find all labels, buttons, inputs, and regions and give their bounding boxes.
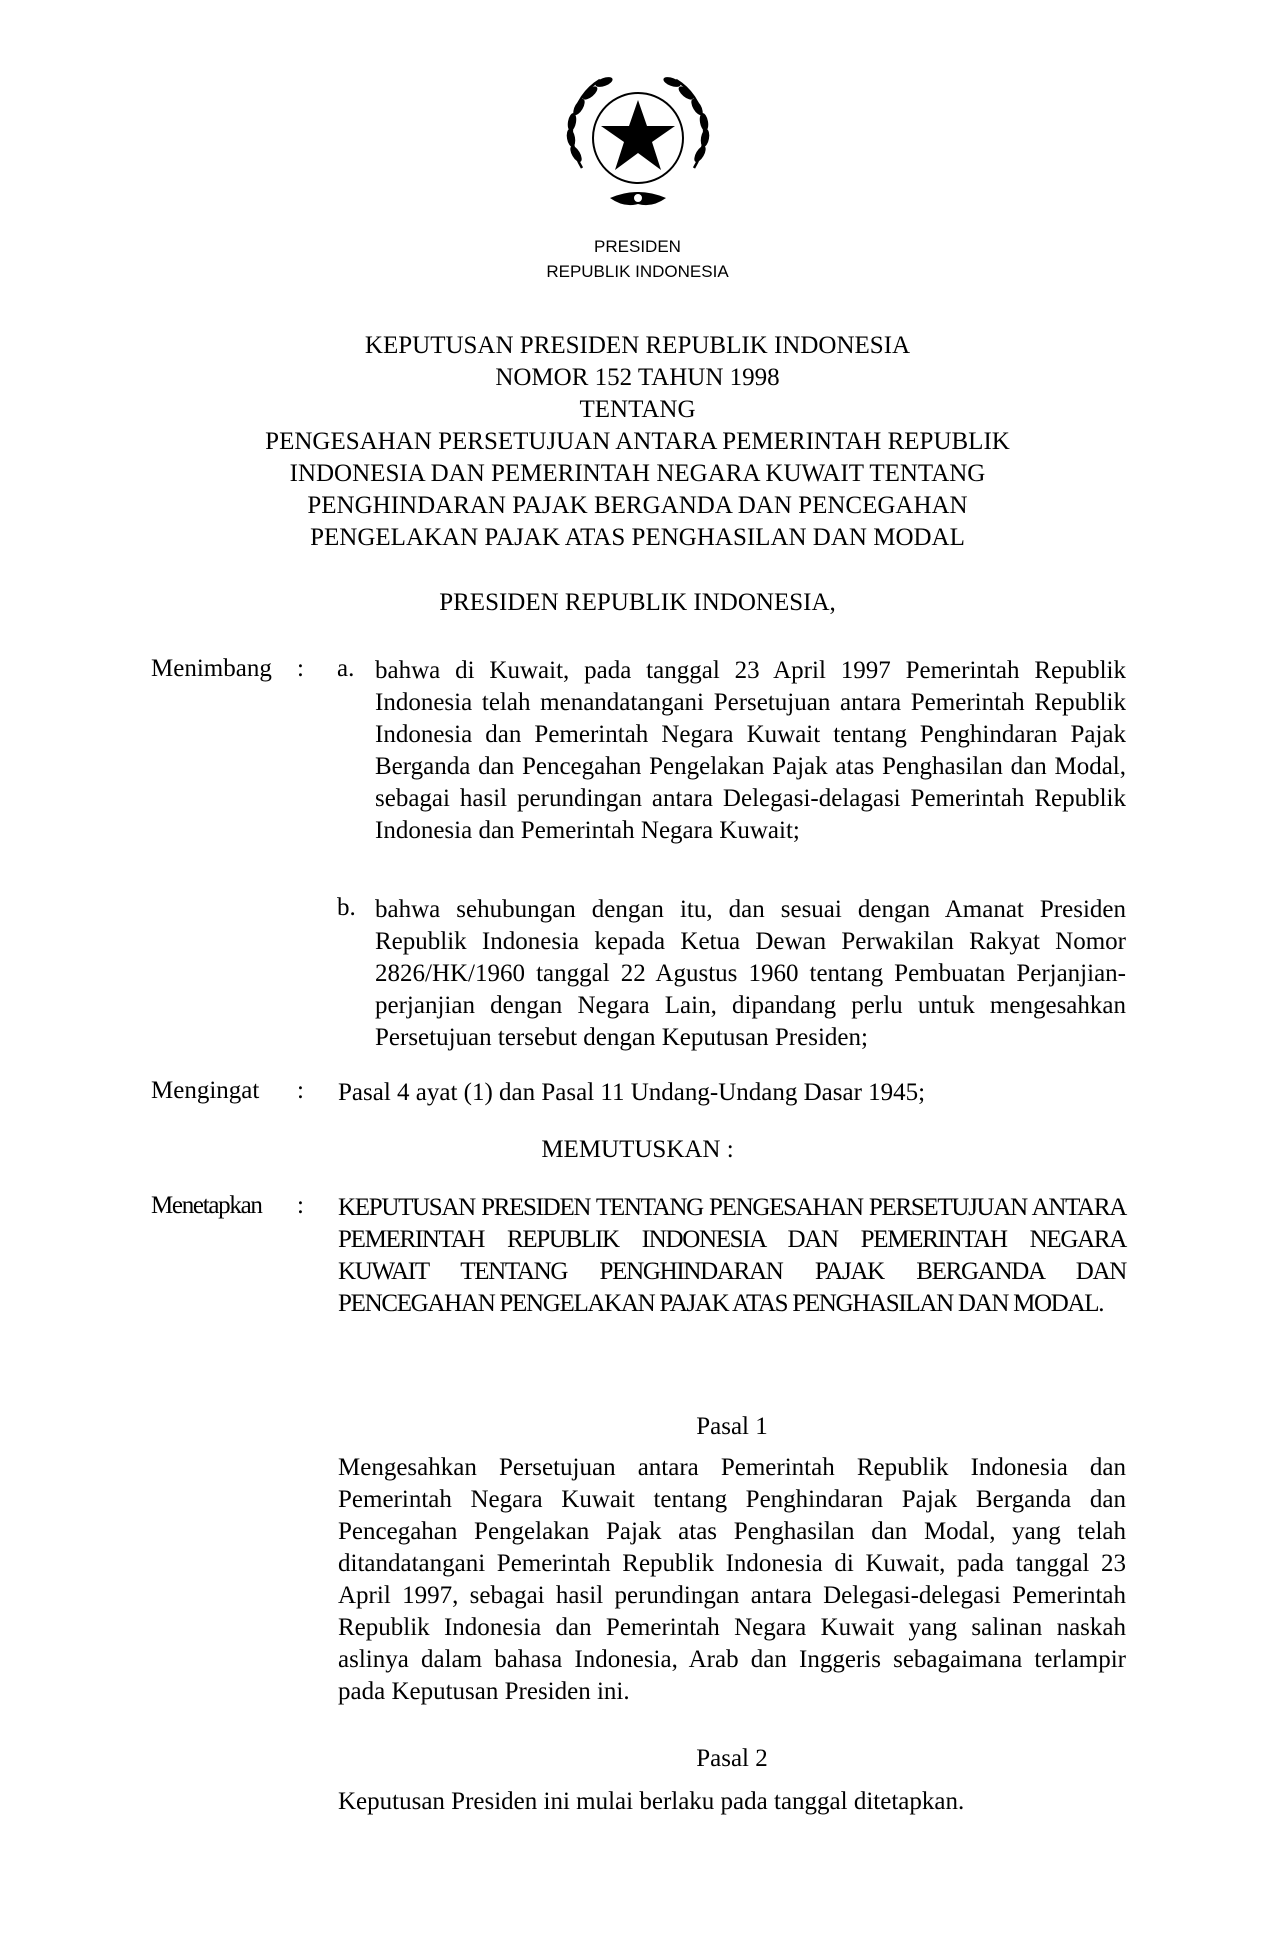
menimbang-item-b-text: bahwa sehubungan dengan itu, dan sesuai dengan Amanat Presiden Republik Indonesia kepada Ketua Dewan Perwakilan Rakyat Nomor 2826/HK/1960 tanggal 22 Agustus 1960 tentang Pembuatan Perjanjian-perjanjian dengan Negara Lain, dipandang perlu untuk mengesahkan Persetujuan tersebut dengan Keputusan Presiden; <box>375 896 1126 1051</box>
title-line: NOMOR 152 TAHUN 1998 <box>495 364 780 391</box>
mengingat-colon: : <box>297 1077 304 1104</box>
pasal-1-text: Mengesahkan Persetujuan antara Pemerintah Republik Indonesia dan Pemerintah Negara Kuwait tentang Penghindaran Pajak Berganda dan Pencegahan Pengelakan Pajak atas Penghasilan dan Modal, yang telah ditandatangani Pemerintah Republik Indonesia di Kuwait, pada tanggal 23 April 1997, sebagai hasil perundingan antara Delegasi-delegasi Pemerintah Republik Indonesia dan Pemerintah Negara Kuwait yang salinan naskah aslinya dalam bahasa Indonesia, Arab dan Inggeris sebagaimana terlampir pada Keputusan Presiden ini. <box>338 1454 1126 1705</box>
mengingat-label: Mengingat <box>151 1077 260 1104</box>
document-title <box>0 330 1275 554</box>
menimbang-colon: : <box>297 655 304 682</box>
title-line: PENGELAKAN PAJAK ATAS PENGHASILAN DAN MODAL <box>310 524 965 551</box>
menimbang-label: Menimbang <box>151 655 272 682</box>
menimbang-item-b-marker: b. <box>337 894 356 921</box>
president-declaration: PRESIDEN REPUBLIK INDONESIA, <box>439 589 836 616</box>
pasal-2-heading: Pasal 2 <box>696 1745 768 1772</box>
memutuskan-heading: MEMUTUSKAN : <box>541 1136 734 1163</box>
presidential-star-emblem-icon <box>552 58 724 230</box>
title-line: KEPUTUSAN PRESIDEN REPUBLIK INDONESIA <box>364 332 911 359</box>
menimbang-item-a-marker: a. <box>337 655 355 682</box>
menimbang-item-a-text: bahwa di Kuwait, pada tanggal 23 April 1997 Pemerintah Republik Indonesia telah menandatangani Persetujuan antara Pemerintah Republik Indonesia dan Pemerintah Negara Kuwait tentang Penghindaran Pajak Berganda dan Pencegahan Pengelakan Pajak atas Penghasilan dan Modal, sebagai hasil perundingan antara Delegasi-delagasi Pemerintah Republik Indonesia dan Pemerintah Negara Kuwait; <box>375 657 1126 844</box>
title-line: TENTANG <box>579 396 696 423</box>
menetapkan-text: KEPUTUSAN PRESIDEN TENTANG PENGESAHAN PERSETUJUAN ANTARA PEMERINTAH REPUBLIK INDONESIA DAN PEMERINTAH NEGARA KUWAIT TENTANG PENGHINDARAN PAJAK BERGANDA DAN PENCEGAHAN PENGELAKAN PAJAK ATAS PENGHASILAN DAN MODAL. <box>338 1194 1126 1317</box>
menetapkan-label: Menetapkan <box>151 1192 262 1219</box>
menetapkan-colon: : <box>297 1192 304 1219</box>
header-republik-indonesia: REPUBLIK INDONESIA <box>546 262 729 281</box>
title-line: INDONESIA DAN PEMERINTAH NEGARA KUWAIT TENTANG <box>289 460 986 487</box>
pasal-1-heading: Pasal 1 <box>696 1413 768 1440</box>
header-presiden: PRESIDEN <box>594 237 681 256</box>
title-line: PENGESAHAN PERSETUJUAN ANTARA PEMERINTAH REPUBLIK <box>265 428 1010 455</box>
pasal-2-text: Keputusan Presiden ini mulai berlaku pada tanggal ditetapkan. <box>338 1788 965 1815</box>
mengingat-text: Pasal 4 ayat (1) dan Pasal 11 Undang-Undang Dasar 1945; <box>338 1079 926 1106</box>
title-line: PENGHINDARAN PAJAK BERGANDA DAN PENCEGAHAN <box>307 492 968 519</box>
